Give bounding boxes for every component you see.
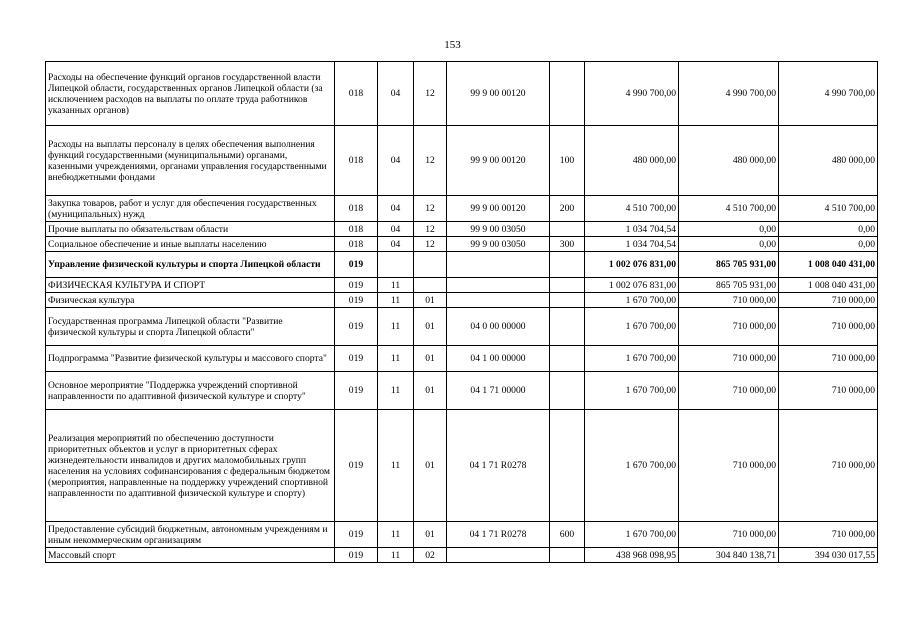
cell-name: Основное мероприятие "Поддержка учреждений спортивной направленности по адаптивной физической культуре и спорту": [46, 372, 335, 410]
cell-amount-year3: 1 008 040 431,00: [779, 252, 878, 278]
cell-name: ФИЗИЧЕСКАЯ КУЛЬТУРА И СПОРТ: [46, 278, 335, 293]
cell-amount-year2: 304 840 138,71: [679, 548, 779, 563]
cell-section: 04: [378, 237, 414, 252]
table-row: [46, 252, 878, 278]
cell-target-article: 99 9 00 03050: [447, 237, 550, 252]
cell-amount-year1: 1 670 700,00: [585, 293, 679, 308]
cell-amount-year1: 1 670 700,00: [585, 410, 679, 522]
cell-section: 04: [378, 62, 414, 126]
cell-amount-year2: 710 000,00: [679, 308, 779, 346]
cell-amount-year1: 1 034 704,54: [585, 237, 679, 252]
table-row: [46, 126, 878, 196]
table-row: [46, 222, 878, 237]
cell-section: [378, 252, 414, 278]
cell-subsection: 01: [414, 372, 447, 410]
cell-target-article: 99 9 00 03050: [447, 222, 550, 237]
cell-section: 11: [378, 346, 414, 372]
cell-amount-year1: 1 670 700,00: [585, 522, 679, 548]
cell-section: 04: [378, 222, 414, 237]
cell-target-article: 99 9 00 00120: [447, 62, 550, 126]
cell-section: 11: [378, 372, 414, 410]
cell-section: 11: [378, 308, 414, 346]
cell-amount-year1: 1 670 700,00: [585, 308, 679, 346]
cell-subsection: 12: [414, 222, 447, 237]
table-row: [46, 410, 878, 522]
cell-amount-year1: 1 670 700,00: [585, 372, 679, 410]
cell-amount-year3: 710 000,00: [779, 372, 878, 410]
cell-subsection: 01: [414, 308, 447, 346]
cell-subsection: 12: [414, 126, 447, 196]
cell-ministry: 019: [335, 293, 378, 308]
cell-ministry: 019: [335, 410, 378, 522]
cell-subsection: 01: [414, 346, 447, 372]
cell-amount-year3: 394 030 017,55: [779, 548, 878, 563]
cell-amount-year2: 0,00: [679, 222, 779, 237]
cell-subsection: [414, 278, 447, 293]
cell-amount-year2: 865 705 931,00: [679, 278, 779, 293]
cell-ministry: 018: [335, 237, 378, 252]
cell-subsection: 12: [414, 237, 447, 252]
table-row: [46, 278, 878, 293]
table-row: [46, 237, 878, 252]
cell-target-article: 04 1 71 R0278: [447, 410, 550, 522]
cell-amount-year1: 4 990 700,00: [585, 62, 679, 126]
cell-amount-year3: 710 000,00: [779, 410, 878, 522]
table-row: [46, 522, 878, 548]
cell-name: Государственная программа Липецкой области "Развитие физической культуры и спорта Липецкой области": [46, 308, 335, 346]
table-row: [46, 308, 878, 346]
cell-amount-year3: 710 000,00: [779, 346, 878, 372]
cell-expense-type: 600: [550, 522, 585, 548]
cell-section: 11: [378, 410, 414, 522]
table-row: [46, 196, 878, 222]
cell-subsection: 01: [414, 522, 447, 548]
cell-expense-type: [550, 548, 585, 563]
cell-ministry: 019: [335, 346, 378, 372]
cell-amount-year2: 865 705 931,00: [679, 252, 779, 278]
cell-amount-year3: 0,00: [779, 222, 878, 237]
cell-amount-year3: 4 510 700,00: [779, 196, 878, 222]
cell-target-article: 04 0 00 00000: [447, 308, 550, 346]
cell-amount-year2: 0,00: [679, 237, 779, 252]
cell-amount-year1: 1 002 076 831,00: [585, 252, 679, 278]
cell-expense-type: 300: [550, 237, 585, 252]
cell-name: Прочие выплаты по обязательствам области: [46, 222, 335, 237]
cell-amount-year3: 1 008 040 431,00: [779, 278, 878, 293]
cell-expense-type: 100: [550, 126, 585, 196]
cell-amount-year1: 480 000,00: [585, 126, 679, 196]
cell-subsection: 02: [414, 548, 447, 563]
cell-target-article: [447, 293, 550, 308]
cell-amount-year2: 710 000,00: [679, 522, 779, 548]
cell-subsection: 01: [414, 410, 447, 522]
cell-amount-year2: 480 000,00: [679, 126, 779, 196]
cell-amount-year2: 4 990 700,00: [679, 62, 779, 126]
cell-expense-type: [550, 346, 585, 372]
cell-target-article: 99 9 00 00120: [447, 196, 550, 222]
cell-target-article: 04 1 71 00000: [447, 372, 550, 410]
cell-name: Социальное обеспечение и иные выплаты населению: [46, 237, 335, 252]
cell-amount-year2: 710 000,00: [679, 410, 779, 522]
cell-subsection: 12: [414, 62, 447, 126]
cell-subsection: 12: [414, 196, 447, 222]
cell-ministry: 018: [335, 126, 378, 196]
cell-target-article: 04 1 00 00000: [447, 346, 550, 372]
cell-ministry: 018: [335, 196, 378, 222]
cell-expense-type: [550, 222, 585, 237]
cell-name: Физическая культура: [46, 293, 335, 308]
cell-expense-type: [550, 293, 585, 308]
cell-name: Реализация мероприятий по обеспечению доступности приоритетных объектов и услуг в приоритетных сферах жизнедеятельности инвалидов и других маломобильных групп населения на условиях софинансирования с федеральным бюджетом (мероприятия, направленные на поддержку учреждений спортивной направленности по адаптивной физической культуре и спорту): [46, 410, 335, 522]
cell-amount-year3: 480 000,00: [779, 126, 878, 196]
cell-ministry: 019: [335, 252, 378, 278]
cell-target-article: [447, 278, 550, 293]
cell-ministry: 019: [335, 278, 378, 293]
cell-name: Закупка товаров, работ и услуг для обеспечения государственных (муниципальных) нужд: [46, 196, 335, 222]
cell-amount-year3: 710 000,00: [779, 522, 878, 548]
cell-section: 11: [378, 293, 414, 308]
cell-amount-year3: 710 000,00: [779, 308, 878, 346]
cell-amount-year2: 4 510 700,00: [679, 196, 779, 222]
cell-amount-year3: 710 000,00: [779, 293, 878, 308]
cell-amount-year2: 710 000,00: [679, 293, 779, 308]
cell-amount-year1: 1 670 700,00: [585, 346, 679, 372]
cell-name: Расходы на обеспечение функций органов государственной власти Липецкой области, государственных органов Липецкой области (за исключением расходов на выплаты по оплате труда работников указанных органов): [46, 62, 335, 126]
cell-target-article: 99 9 00 00120: [447, 126, 550, 196]
cell-section: 04: [378, 126, 414, 196]
cell-ministry: 019: [335, 308, 378, 346]
cell-expense-type: [550, 62, 585, 126]
cell-target-article: [447, 548, 550, 563]
cell-section: 11: [378, 522, 414, 548]
cell-name: Подпрограмма "Развитие физической культуры и массового спорта": [46, 346, 335, 372]
cell-expense-type: [550, 410, 585, 522]
cell-section: 11: [378, 278, 414, 293]
cell-amount-year3: 4 990 700,00: [779, 62, 878, 126]
cell-subsection: [414, 252, 447, 278]
page-number: 153: [444, 39, 461, 51]
cell-ministry: 018: [335, 62, 378, 126]
table-row: [46, 548, 878, 563]
cell-ministry: 018: [335, 222, 378, 237]
budget-table: [45, 61, 878, 563]
cell-amount-year1: 4 510 700,00: [585, 196, 679, 222]
table-row: [46, 62, 878, 126]
cell-expense-type: [550, 252, 585, 278]
cell-name: Предоставление субсидий бюджетным, автономным учреждениям и иным некоммерческим организациям: [46, 522, 335, 548]
cell-amount-year1: 1 034 704,54: [585, 222, 679, 237]
table-row: [46, 346, 878, 372]
cell-amount-year1: 438 968 098,95: [585, 548, 679, 563]
cell-name: Управление физической культуры и спорта Липецкой области: [46, 252, 335, 278]
cell-amount-year2: 710 000,00: [679, 372, 779, 410]
cell-target-article: [447, 252, 550, 278]
table-row: [46, 372, 878, 410]
cell-name: Расходы на выплаты персоналу в целях обеспечения выполнения функций государственными (муниципальными) органами, казенными учреждениями, органами управления государственными внебюджетными фондами: [46, 126, 335, 196]
cell-ministry: 019: [335, 548, 378, 563]
cell-ministry: 019: [335, 522, 378, 548]
cell-expense-type: [550, 278, 585, 293]
cell-name: Массовый спорт: [46, 548, 335, 563]
cell-expense-type: 200: [550, 196, 585, 222]
cell-expense-type: [550, 308, 585, 346]
cell-expense-type: [550, 372, 585, 410]
cell-section: 04: [378, 196, 414, 222]
cell-amount-year1: 1 002 076 831,00: [585, 278, 679, 293]
cell-amount-year2: 710 000,00: [679, 346, 779, 372]
cell-section: 11: [378, 548, 414, 563]
table-row: [46, 293, 878, 308]
cell-amount-year3: 0,00: [779, 237, 878, 252]
cell-target-article: 04 1 71 R0278: [447, 522, 550, 548]
cell-ministry: 019: [335, 372, 378, 410]
cell-subsection: 01: [414, 293, 447, 308]
